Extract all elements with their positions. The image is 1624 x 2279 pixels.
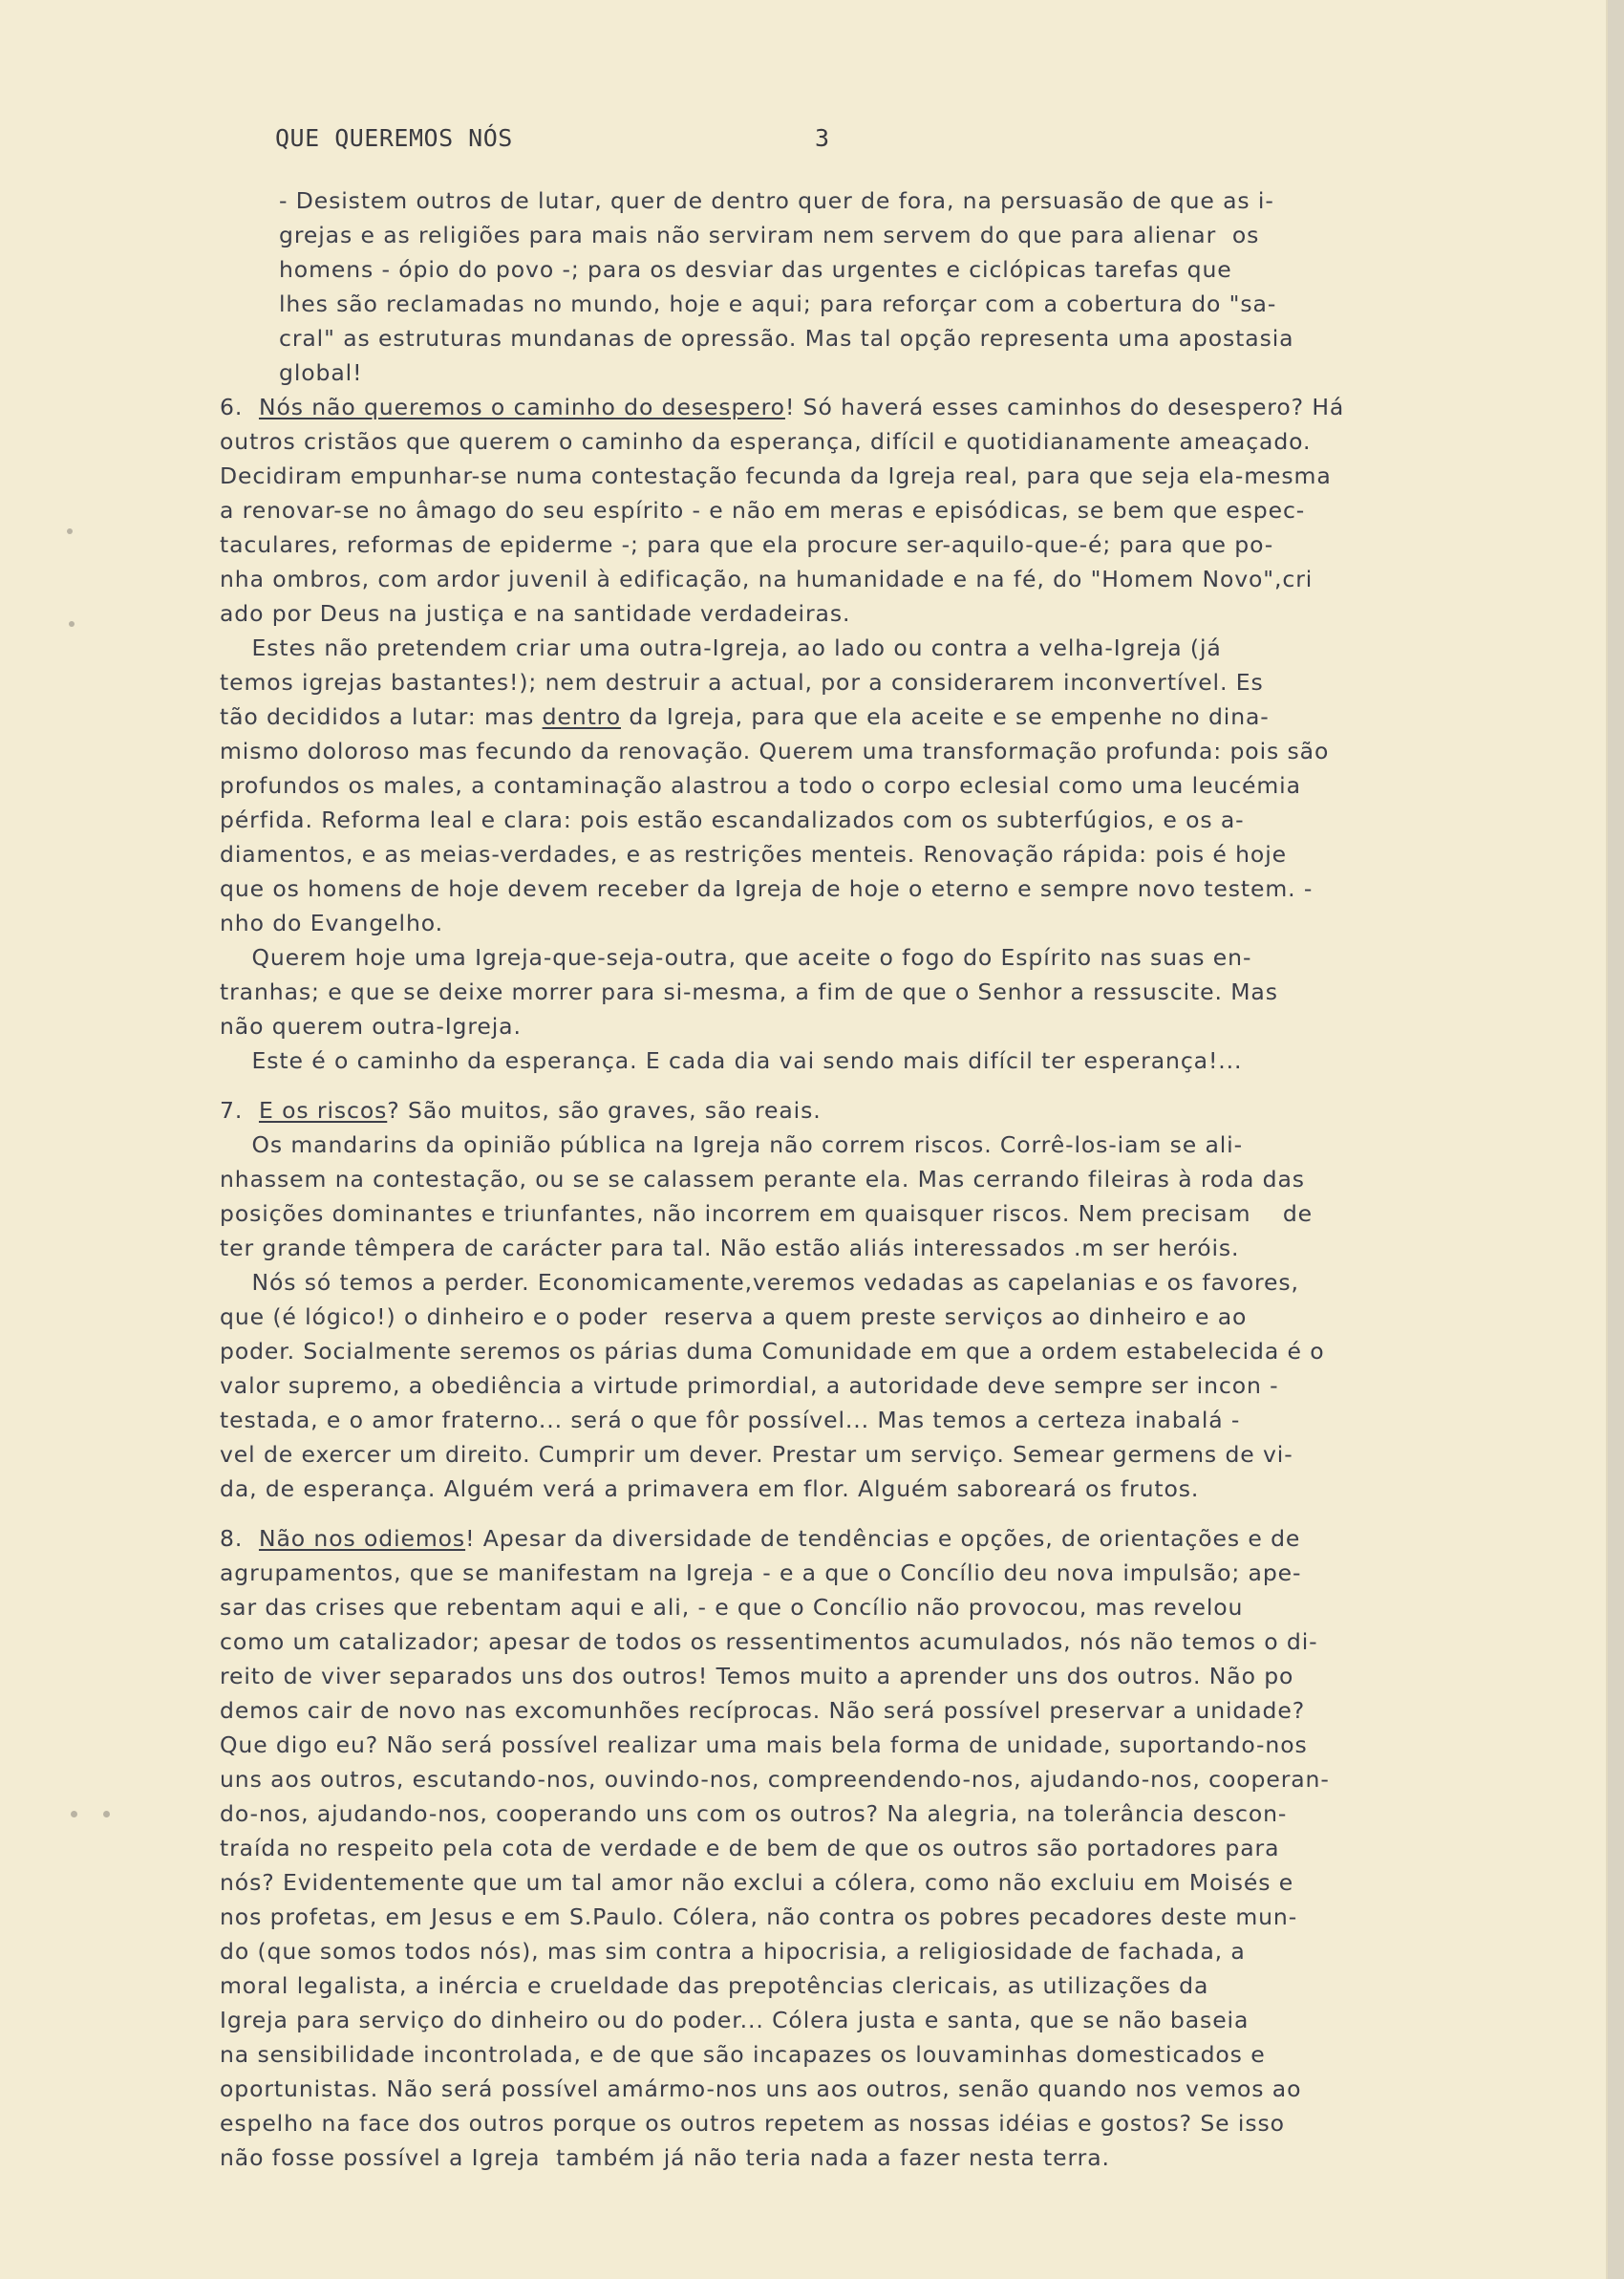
text-line: [220, 355, 1509, 390]
text-run: Querem hoje uma Igreja-que-seja-outra, que aceite o fogo do Espírito nas suas en-: [220, 944, 1252, 971]
text-run: que (é lógico!) o dinheiro e o poder reserva a quem preste serviços ao dinheiro e ao: [220, 1303, 1248, 1330]
punch-hole-mark: [67, 528, 73, 534]
text-run: da, de esperança. Alguém verá a primavera em flor. Alguém saboreará os frutos.: [220, 1475, 1200, 1502]
text-run: Este é o caminho da esperança. E cada dia vai sendo mais difícil ter esperança!...: [220, 1047, 1243, 1074]
text-run: moral legalista, a inércia e crueldade das prepotências clericais, as utilizações da: [220, 1972, 1209, 1999]
text-line: [220, 2003, 1509, 2037]
text-run: ? São muitos, são graves, são reais.: [387, 1097, 822, 1124]
underlined-heading: dentro: [542, 703, 621, 730]
text-line: [220, 1437, 1509, 1472]
text-run: pérfida. Reforma leal e clara: pois estão escandalizados com os subterfúgios, e os a-: [220, 806, 1245, 833]
text-run: ter grande têmpera de carácter para tal. Não estão aliás interessados .m ser heróis.: [220, 1235, 1240, 1261]
text-line: [220, 493, 1509, 527]
text-line: [220, 768, 1509, 803]
text-line: [220, 287, 1509, 321]
text-line: [220, 631, 1509, 665]
paragraph-gap: [220, 1506, 1509, 1521]
text-line: [220, 252, 1509, 287]
text-run: outros cristãos que querem o caminho da esperança, difícil e quotidianamente ameaçado.: [220, 428, 1312, 455]
text-line: [220, 975, 1509, 1009]
text-line: [220, 596, 1509, 631]
text-line: [220, 940, 1509, 975]
text-run: da Igreja, para que ela aceite e se empenhe no dina-: [621, 703, 1270, 730]
text-line: [220, 665, 1509, 699]
text-line: [220, 1934, 1509, 1968]
text-line: [220, 1162, 1509, 1196]
text-line: [220, 1968, 1509, 2003]
text-run: demos cair de novo nas excomunhões recíprocas. Não será possível preservar a unidade?: [220, 1697, 1306, 1724]
text-run: poder. Socialmente seremos os párias duma Comunidade em que a ordem estabelecida é o: [220, 1338, 1325, 1365]
text-run: mismo doloroso mas fecundo da renovação. Querem uma transformação profunda: pois são: [220, 738, 1330, 764]
document-title: QUE QUEREMOS NÓS: [275, 124, 513, 152]
text-line: [220, 1865, 1509, 1900]
text-run: agrupamentos, que se manifestam na Igreja - e a que o Concílio deu nova impulsão; ape-: [220, 1559, 1302, 1586]
text-line: [220, 390, 1509, 424]
punch-hole-mark: [103, 1811, 110, 1817]
text-run: uns aos outros, escutando-nos, ouvindo-nos, compreendendo-nos, ajudando-nos, cooperan-: [220, 1766, 1330, 1793]
text-line: [220, 183, 1509, 218]
text-run: tão decididos a lutar: mas: [220, 703, 543, 730]
text-run: nho do Evangelho.: [220, 910, 443, 936]
text-run: nós? Evidentemente que um tal amor não exclui a cólera, como não excluiu em Moisés e: [220, 1869, 1294, 1896]
text-line: [220, 1128, 1509, 1162]
text-line: [220, 1472, 1509, 1506]
text-run: sar das crises que rebentam aqui e ali, - e que o Concílio não provocou, mas revelou: [220, 1594, 1244, 1621]
text-line: [220, 527, 1509, 562]
punch-hole-mark: [71, 1811, 77, 1817]
text-line: [220, 1231, 1509, 1265]
page-number: 3: [815, 124, 830, 152]
text-run: 8.: [220, 1525, 259, 1552]
text-run: Igreja para serviço do dinheiro ou do poder... Cólera justa e santa, que se não baseia: [220, 2007, 1250, 2033]
text-run: testada, e o amor fraterno... será o que fôr possível... Mas temos a certeza inabalá -: [220, 1407, 1241, 1433]
text-line: [220, 1900, 1509, 1934]
text-run: cral" as estruturas mundanas de opressão. Mas tal opção representa uma apostasia: [279, 325, 1294, 352]
text-run: profundos os males, a contaminação alastrou a todo o corpo eclesial como uma leucémia: [220, 772, 1301, 799]
text-run: que os homens de hoje devem receber da Igreja de hoje o eterno e sempre novo testem. -: [220, 875, 1314, 902]
text-run: grejas e as religiões para mais não serviram nem servem do que para alienar os: [279, 222, 1260, 248]
text-run: 7.: [220, 1097, 259, 1124]
text-line: [220, 1403, 1509, 1437]
text-line: [220, 803, 1509, 837]
text-line: [220, 321, 1509, 355]
text-run: diamentos, e as meias-verdades, e as restrições menteis. Renovação rápida: pois é hoje: [220, 841, 1287, 868]
text-run: valor supremo, a obediência a virtude primordial, a autoridade deve sempre ser incon -: [220, 1372, 1279, 1399]
text-run: ! Só haverá esses caminhos do desespero? Há: [784, 394, 1345, 420]
underlined-heading: E os riscos: [258, 1097, 388, 1124]
text-run: Que digo eu? Não será possível realizar uma mais bela forma de unidade, suportando-nos: [220, 1731, 1308, 1758]
text-run: do (que somos todos nós), mas sim contra a hipocrisia, a religiosidade de fachada, a: [220, 1938, 1246, 1965]
text-line: [220, 837, 1509, 871]
text-line: [220, 871, 1509, 906]
text-line: [220, 734, 1509, 768]
text-run: como um catalizador; apesar de todos os ressentimentos acumulados, nós não temos o di-: [220, 1628, 1318, 1655]
text-run: espelho na face dos outros porque os outros repetem as nossas idéias e gostos? Se isso: [220, 2110, 1285, 2137]
text-line: [220, 906, 1509, 940]
text-run: do-nos, ajudando-nos, cooperando uns com os outros? Na alegria, na tolerância descon-: [220, 1800, 1288, 1827]
text-run: tranhas; e que se deixe morrer para si-mesma, a fim de que o Senhor a ressuscite. Mas: [220, 978, 1278, 1005]
text-line: [220, 2106, 1509, 2140]
text-run: taculares, reformas de epiderme -; para que ela procure ser-aquilo-que-é; para que po-: [220, 531, 1274, 558]
text-line: [220, 562, 1509, 596]
text-line: [220, 1093, 1509, 1128]
text-line: [220, 1196, 1509, 1231]
text-run: Estes não pretendem criar uma outra-Igreja, ao lado ou contra a velha-Igreja (já: [220, 634, 1222, 661]
underlined-heading: Não nos odiemos: [258, 1525, 466, 1552]
text-line: [220, 1659, 1509, 1693]
text-run: ! Apesar da diversidade de tendências e opções, de orientações e de: [465, 1525, 1301, 1552]
text-line: [220, 1521, 1509, 1556]
text-run: não fosse possível a Igreja também já não teria nada a fazer nesta terra.: [220, 2144, 1110, 2171]
text-run: Nós só temos a perder. Economicamente,veremos vedadas as capelanias e os favores,: [220, 1269, 1299, 1296]
text-run: Decidiram empunhar-se numa contestação fecunda da Igreja real, para que seja ela-mesma: [220, 462, 1332, 489]
text-run: não querem outra-Igreja.: [220, 1013, 522, 1040]
text-line: [220, 2037, 1509, 2072]
text-line: [220, 1043, 1509, 1078]
text-run: vel de exercer um direito. Cumprir um dever. Prestar um serviço. Semear germens de vi-: [220, 1441, 1293, 1468]
text-line: [220, 1728, 1509, 1762]
text-line: [220, 1831, 1509, 1865]
text-line: [220, 424, 1509, 459]
text-run: oportunistas. Não será possível amármo-nos uns aos outros, senão quando nos vemos ao: [220, 2075, 1302, 2102]
text-run: Os mandarins da opinião pública na Igreja não correm riscos. Corrê-los-iam se ali-: [220, 1131, 1243, 1158]
text-line: [220, 218, 1509, 252]
text-run: lhes são reclamadas no mundo, hoje e aqui; para reforçar com a cobertura do "sa-: [279, 290, 1277, 317]
text-run: na sensibilidade incontrolada, e de que são incapazes os louvaminhas domesticados e: [220, 2041, 1266, 2068]
text-run: homens - ópio do povo -; para os desviar das urgentes e ciclópicas tarefas que: [279, 256, 1232, 283]
text-line: [220, 1556, 1509, 1590]
text-run: global!: [279, 359, 363, 386]
text-line: [220, 1590, 1509, 1624]
text-line: [220, 1624, 1509, 1659]
text-line: [220, 1762, 1509, 1796]
text-run: nos profetas, em Jesus e em S.Paulo. Cólera, não contra os pobres pecadores deste mun-: [220, 1903, 1298, 1930]
text-line: [220, 1009, 1509, 1043]
text-run: traída no respeito pela cota de verdade e de bem de que os outros são portadores para: [220, 1835, 1280, 1861]
text-line: [220, 2140, 1509, 2175]
text-line: [220, 459, 1509, 493]
text-line: [220, 1693, 1509, 1728]
paragraph-gap: [220, 1078, 1509, 1093]
text-run: ado por Deus na justiça e na santidade verdadeiras.: [220, 600, 851, 627]
text-line: [220, 1334, 1509, 1368]
text-run: reito de viver separados uns dos outros! Temos muito a aprender uns dos outros. Não po: [220, 1663, 1294, 1689]
typewritten-body: [220, 183, 1509, 2175]
text-line: [220, 699, 1509, 734]
text-run: posições dominantes e triunfantes, não incorrem em quaisquer riscos. Nem precisam de: [220, 1200, 1314, 1227]
text-line: [220, 2072, 1509, 2106]
text-run: 6.: [220, 394, 259, 420]
text-run: - Desistem outros de lutar, quer de dentro quer de fora, na persuasão de que as i-: [279, 187, 1274, 214]
text-run: temos igrejas bastantes!); nem destruir a actual, por a considerarem inconvertível. Es: [220, 669, 1264, 696]
text-line: [220, 1265, 1509, 1300]
underlined-heading: Nós não queremos o caminho do desespero: [258, 394, 785, 420]
text-line: [220, 1300, 1509, 1334]
punch-hole-mark: [69, 621, 75, 627]
text-run: nha ombros, com ardor juvenil à edificação, na humanidade e na fé, do "Homem Novo",cri: [220, 566, 1314, 592]
text-run: nhassem na contestação, ou se se calassem perante ela. Mas cerrando fileiras à roda das: [220, 1166, 1305, 1193]
text-run: a renovar-se no âmago do seu espírito - e não em meras e episódicas, se bem que espec-: [220, 497, 1306, 524]
text-line: [220, 1796, 1509, 1831]
text-line: [220, 1368, 1509, 1403]
